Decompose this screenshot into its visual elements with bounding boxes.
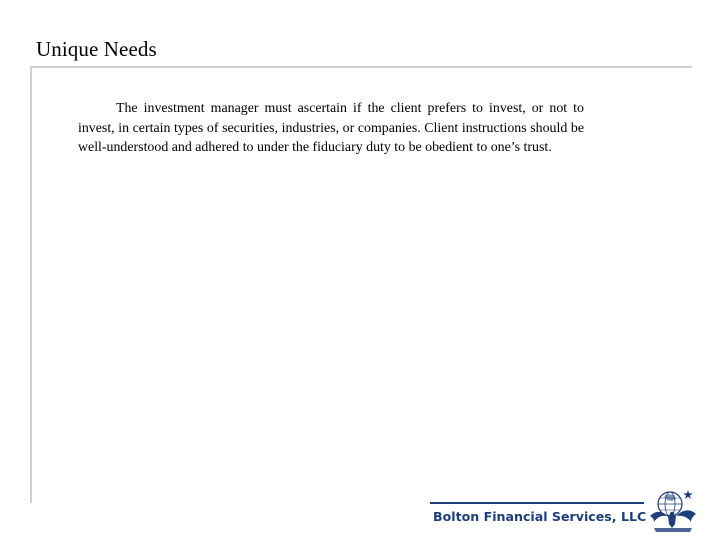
title-underline — [30, 66, 692, 68]
body-paragraph: The investment manager must ascertain if the client prefers to invest, or not to invest, in certain types of securities, industries, or companies. Client instructions should be well-understood and adhered to under the fiduciary duty to be obedient to one’s trust. — [78, 101, 584, 155]
company-name: Bolton Financial Services, LLC — [433, 509, 647, 524]
footer-rule — [430, 502, 644, 504]
globe-eagle-logo-icon — [648, 486, 700, 534]
left-border-rule — [30, 66, 32, 503]
slide-title: Unique Needs — [36, 37, 157, 61]
